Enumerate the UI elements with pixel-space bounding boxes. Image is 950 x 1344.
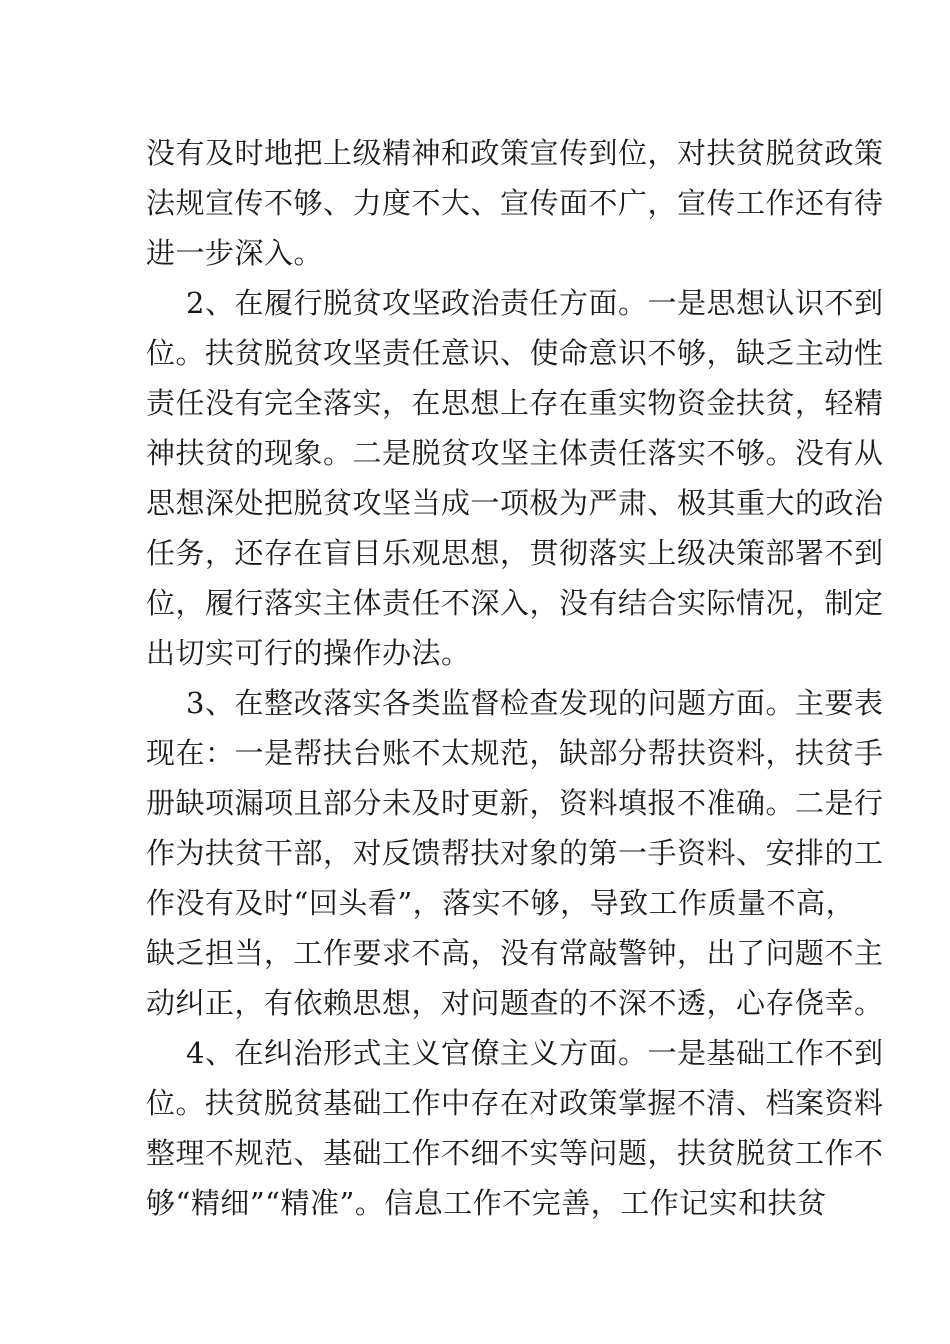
text-line: 任务，还存在盲目乐观思想，贯彻落实上级决策部署不到 [146,536,884,570]
text-line: 法规宣传不够、力度不大、宣传面不广，宣传工作还有待 [146,186,884,220]
text-line: 神扶贫的现象。二是脱贫攻坚主体责任落实不够。没有从 [146,436,884,470]
text-line: 出切实可行的操作办法。 [146,636,471,670]
text-line: 位，履行落实主体责任不深入，没有结合实际情况，制定 [146,586,884,620]
paragraph-3-start: 3、在整改落实各类监督检查发现的问题方面。主要表 [186,686,884,720]
text-line: 够“精细”“精准”。信息工作不完善，工作记实和扶贫 [146,1186,827,1220]
text-line: 作为扶贫干部，对反馈帮扶对象的第一手资料、安排的工 [146,836,884,870]
text-line: 动纠正，有依赖思想，对问题查的不深不透，心存侥幸。 [146,986,884,1020]
text-line: 现在：一是帮扶台账不太规范，缺部分帮扶资料，扶贫手 [146,736,884,770]
text-line: 册缺项漏项且部分未及时更新，资料填报不准确。二是行 [146,786,884,820]
text-line: 整理不规范、基础工作不细不实等问题，扶贫脱贫工作不 [146,1136,884,1170]
text-line: 位。扶贫脱贫攻坚责任意识、使命意识不够，缺乏主动性 [146,336,884,370]
paragraph-4-start: 4、在纠治形式主义官僚主义方面。一是基础工作不到 [186,1036,884,1070]
text-line: 进一步深入。 [146,236,324,270]
text-line: 思想深处把脱贫攻坚当成一项极为严肃、极其重大的政治 [146,486,884,520]
text-line: 责任没有完全落实，在思想上存在重实物资金扶贫，轻精 [146,386,884,420]
text-line: 缺乏担当，工作要求不高，没有常敲警钟，出了问题不主 [146,936,884,970]
text-line: 位。扶贫脱贫基础工作中存在对政策掌握不清、档案资料 [146,1086,884,1120]
paragraph-2-start: 2、在履行脱贫攻坚政治责任方面。一是思想认识不到 [186,286,884,320]
text-line: 作没有及时“回头看”，落实不够，导致工作质量不高， [146,886,856,920]
text-line: 没有及时地把上级精神和政策宣传到位，对扶贫脱贫政策 [146,136,884,170]
